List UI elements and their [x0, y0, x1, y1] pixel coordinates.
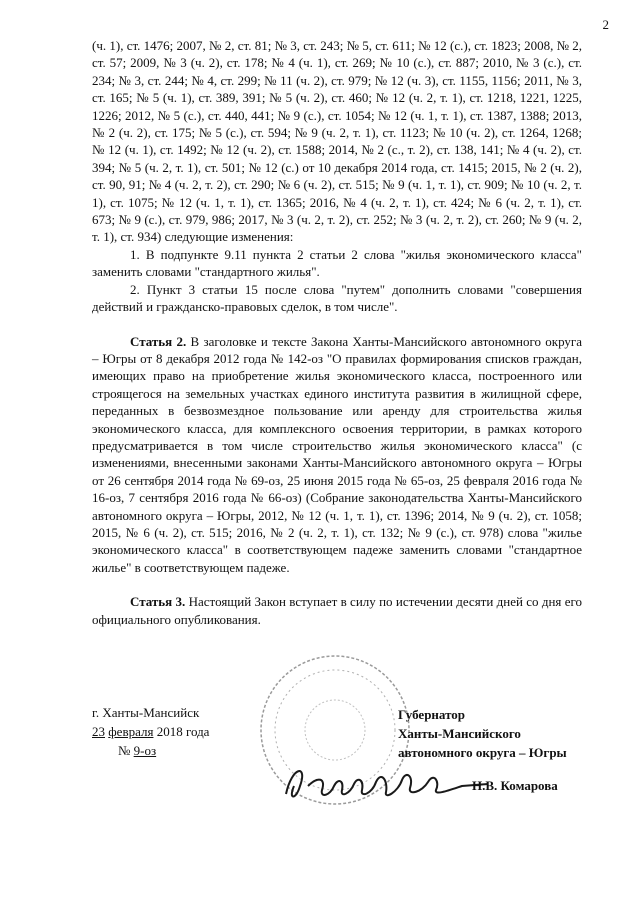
handwritten-signature: [278, 756, 498, 806]
date-month: февраля: [108, 724, 154, 739]
article-2-paragraph: [92, 333, 582, 577]
page-number: 2: [602, 17, 609, 32]
amendment-citations-paragraph: (ч. 1), ст. 1476; 2007, № 2, ст. 81; № 3, ст. 243; № 5, ст. 611; № 12 (с.), ст. 1823; 2008, № 2, ст. 57; 2009, № 3 (ч. 2), ст. 178; № 4 (ч. 1), ст. 269; № 10 (с.), ст. 887; 2010, № 3 (с.), ст. 234; № 3, ст. 244; № 4, ст. 299; № 11 (ч. 2), ст. 979; № 12 (ч. 3), ст. 1155, 1156; 2011, № 3, ст. 165; № 5 (ч. 1), ст. 389, 391; № 5 (ч. 2), ст. 460; № 12 (ч. 2, т. 1), ст. 1218, 1221, 1225, 1226; 2012, № 5 (с.), ст. 440, 441; № 9 (с.), ст. 1054; № 12 (ч. 1, т. 1), ст. 1387, 1388; 2013, № 2 (ч. 2), ст. 175; № 5 (с.), ст. 594; № 9 (ч. 2, т. 1), ст. 1123; № 10 (ч. 2), ст. 1264, 1268; № 12 (ч. 1), ст. 1492; № 12 (ч. 2), ст. 1588; 2014, № 2 (с., т. 2), ст. 138, 141; № 4 (ч. 2), ст. 394; № 5 (ч. 2, т. 1), ст. 501; № 12 (с.) от 10 декабря 2014 года, ст. 1415; 2015, № 2 (ч. 2), ст. 90, 91; № 4 (ч. 2, т. 2), ст. 290; № 6 (ч. 2), ст. 515; № 9 (ч. 1, т. 1), ст. 909; № 10 (ч. 2, т. 1), ст. 1075; № 12 (ч. 1, т. 1), ст. 1365; 2016, № 4 (ч. 2, т. 1), ст. 424; № 6 (ч. 2, т. 1), ст. 673; № 9 (с.), ст. 979, 986; 2017, № 3 (ч. 2, т. 2), ст. 252; № 3 (ч. 2, т. 2), ст. 260; № 9 (ч. 2, т. 1), ст. 934) следующие изменения:: [92, 38, 582, 245]
law-number-label: №: [118, 743, 131, 758]
amendment-item-1: 1. В подпункте 9.11 пункта 2 статьи 2 слова "жилья экономического класса" заменить словами "стандартного жилья".: [92, 246, 582, 280]
city: г. Ханты-Мансийск: [92, 705, 200, 720]
article-2-title: Статья 2.: [130, 333, 187, 349]
governor-okrug: автономного округа – Югры: [398, 745, 567, 760]
place-and-date-block: [92, 703, 209, 760]
article-3-title: Статья 3.: [130, 594, 186, 610]
governor-region: Ханты-Мансийского: [398, 726, 521, 741]
date-day: 23: [92, 724, 105, 739]
date-line: [92, 722, 209, 741]
law-number-value: 9-оз: [133, 743, 157, 758]
law-number-line: [92, 741, 209, 760]
amendment-item-2: 2. Пункт 3 статьи 15 после слова "путем" дополнить словами "совершения действий и гражданско-правовых сделок, в том числе".: [92, 281, 582, 315]
date-year: 2018 года: [156, 724, 210, 739]
article-3-paragraph: [92, 593, 582, 628]
document-body: [92, 37, 582, 628]
article-2-text: В заголовке и тексте Закона Ханты-Мансийского автономного округа – Югры от 8 декабря 2012 года № 142-оз "О правилах формирования списков граждан, имеющих право на приобретение жилья экономического класса, построенного или строящегося на земельных участках единого института развития в жилищной сфере, переданных в безвозмездное пользование или аренду для строительства жилья экономического класса, для комплексного освоения территории, в рамках которого предусматривается в том числе строительство жилья экономического класса" (с изменениями, внесенными законами Ханты-Мансийского автономного округа – Югры от 26 сентября 2014 года № 69-оз, 25 июня 2015 года № 65-оз, 25 февраля 2016 года № 16-оз, 7 сентября 2016 года № 66-оз) (Собрание законодательства Ханты-Мансийского автономного округа – Югры, 2012, № 12 (ч. 1, т. 1), ст. 1396; 2014, № 9 (ч. 2), ст. 1058; 2015, № 6 (ч. 2), ст. 515; 2016, № 2 (ч. 2, т. 1), ст. 132; № 9 (с.), ст. 978) слова "жилье экономического класса" в соответствующем падеже заменить словами "стандартное жилье" в соответствующем падеже.: [92, 333, 583, 575]
signer-name: Н.В. Комарова: [472, 778, 558, 793]
governor-block: [398, 705, 567, 762]
article-3-text: Настоящий Закон вступает в силу по истечении десяти дней со дня его официального опубликования.: [92, 594, 583, 627]
governor-title: Губернатор: [398, 707, 466, 722]
